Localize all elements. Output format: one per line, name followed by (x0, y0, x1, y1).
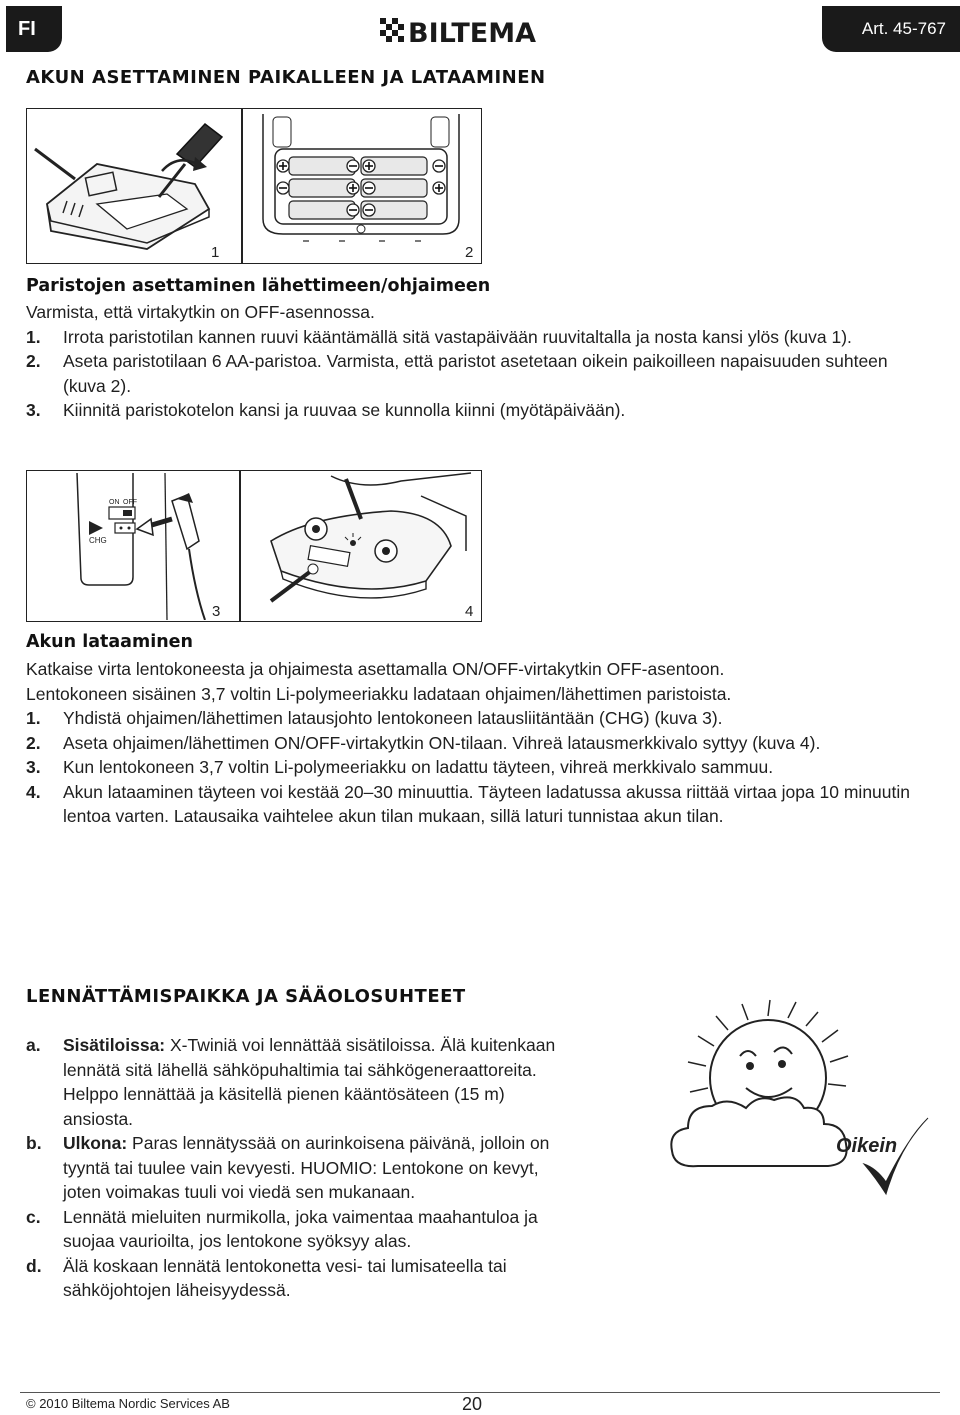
list-item (26, 706, 926, 731)
intro-text: Katkaise virta lentokoneesta ja ohjaimesta asettamalla ON/OFF-virtakytkin OFF-asentoon. (26, 659, 725, 679)
charging-cable-illustration (27, 471, 238, 620)
step-text: Kiinnitä paristokotelon kansi ja ruuvaa se kunnolla kiinni (myötäpäivään). (63, 400, 626, 420)
sunny-weather-illustration (628, 996, 933, 1201)
step-number: 4. (26, 781, 41, 802)
item-letter: c. (26, 1206, 41, 1227)
correct-label: Oikein (836, 1135, 898, 1157)
item-text: Lennätä mieluiten nurmikolla, joka vaimentaa maahantuloa ja suojaa vaurioilta, jos lentokone syöksyy alas. (63, 1206, 538, 1251)
language-badge: FI (6, 6, 62, 52)
intro-text: Lentokoneen sisäinen 3,7 voltin Li-polymeeriakku ladataan ohjaimen/lähettimen paristoista. (26, 683, 732, 704)
subheading-insert-batteries: Paristojen asettaminen lähettimeen/ohjaimeen (26, 276, 491, 296)
list-item (26, 349, 926, 398)
figure-4-number: 4 (465, 603, 474, 620)
item-text: Älä koskaan lennätä lentokonetta vesi- tai lumisateella tai sähköjohtojen läheisyydessä. (63, 1255, 507, 1300)
transmitter-screwdriver-illustration (27, 109, 240, 262)
brand-name: BILTEMA (408, 18, 536, 48)
intro-text: Varmista, että virtakytkin on OFF-asennossa. (26, 302, 375, 322)
step-number: 1. (26, 708, 41, 728)
step-number: 3. (26, 757, 41, 777)
article-number-badge: Art. 45-767 (822, 6, 960, 52)
switch-on-label: ON (109, 499, 120, 506)
list-item (26, 325, 926, 350)
step-text: Kun lentokoneen 3,7 voltin Li-polymeeriakku on ladattu täyteen, vihreä merkkivalo sammuu. (63, 757, 774, 777)
step-number: 3. (26, 400, 41, 420)
page-number: 20 (462, 1394, 483, 1414)
step-number: 1. (26, 326, 41, 347)
step-text: Akun lataaminen täyteen voi kestää 20–30 minuuttia. Täyteen ladatussa akussa riittää virtaa jopa 10 minuutin lentoa varten. Latausaika vaihtelee akun tilan mukaan, sillä laturi tunnistaa akun tilan. (63, 781, 910, 826)
item-text: X-Twiniä voi lennättää sisätiloissa. Älä kuitenkaan lennätä sitä lähellä sähköpuhaltimia tai sähkögeneraattoreita. Helppo lennättää ja käsitellä pienen kääntösäteen (15 m) ansiosta. (63, 1035, 556, 1129)
list-item (26, 1033, 556, 1131)
step-text: Aseta ohjaimen/lähettimen ON/OFF-virtakytkin ON-tilaan. Vihreä latausmerkkivalo syttyy (kuva 4). (63, 732, 821, 753)
chg-port-label: CHG (89, 536, 107, 545)
subheading-charging: Akun lataaminen (26, 632, 194, 652)
step-text: Yhdistä ohjaimen/lähettimen latausjohto lentokoneen latausliitäntään (CHG) (kuva 3). (63, 708, 723, 728)
figure-3-charging-cable (26, 470, 240, 622)
figure-4-transmitter-led (240, 470, 482, 622)
footer-copyright: © 2010 Biltema Nordic Services AB (26, 1396, 230, 1411)
step-text: Aseta paristotilaan 6 AA-paristoa. Varmista, että paristot asetetaan oikein paikoilleen napaisuuden suhteen (kuva 2). (63, 351, 888, 396)
list-item (26, 1254, 556, 1303)
item-label: Sisätiloissa: (63, 1035, 166, 1055)
section-title-flying-place: LENNÄTTÄMISPAIKKA JA SÄÄOLOSUHTEET (26, 986, 466, 1007)
item-letter: d. (26, 1255, 42, 1276)
step-number: 2. (26, 732, 41, 753)
list-item (26, 755, 926, 780)
list-item (26, 1205, 556, 1254)
figure-3-number: 3 (212, 603, 221, 620)
list-item (26, 398, 926, 423)
footer-divider (20, 1392, 940, 1393)
list-item (26, 780, 926, 829)
list-item (26, 1131, 556, 1205)
list-item (26, 731, 926, 756)
transmitter-charging-illustration (241, 471, 480, 620)
section-title-battery: AKUN ASETTAMINEN PAIKALLEEN JA LATAAMINEN (26, 67, 546, 88)
figure-1-number: 1 (211, 244, 220, 261)
figure-2-battery-compartment (242, 108, 482, 264)
switch-off-label: OFF (123, 499, 137, 506)
item-label: Ulkona: (63, 1133, 128, 1153)
brand-logo (380, 14, 580, 48)
step-text: Irrota paristotilan kannen ruuvi kääntämällä sitä vastapäivään ruuvitaltalla ja nosta kansi ylös (kuva 1). (63, 326, 852, 347)
battery-compartment-illustration (243, 109, 480, 262)
cloud-icon (671, 1097, 846, 1166)
item-text: Paras lennätyssää on aurinkoisena päivänä, jolloin on tyyntä tai tuulee vain kevyesti. HUOMIO: Lentokone on kevyt, joten voimakas tuuli voi viedä sen mukanaan. (63, 1133, 550, 1202)
step-number: 2. (26, 351, 41, 371)
item-letter: a. (26, 1035, 41, 1055)
figure-1-screwdriver (26, 108, 242, 264)
item-letter: b. (26, 1133, 42, 1153)
figure-2-number: 2 (465, 244, 474, 261)
